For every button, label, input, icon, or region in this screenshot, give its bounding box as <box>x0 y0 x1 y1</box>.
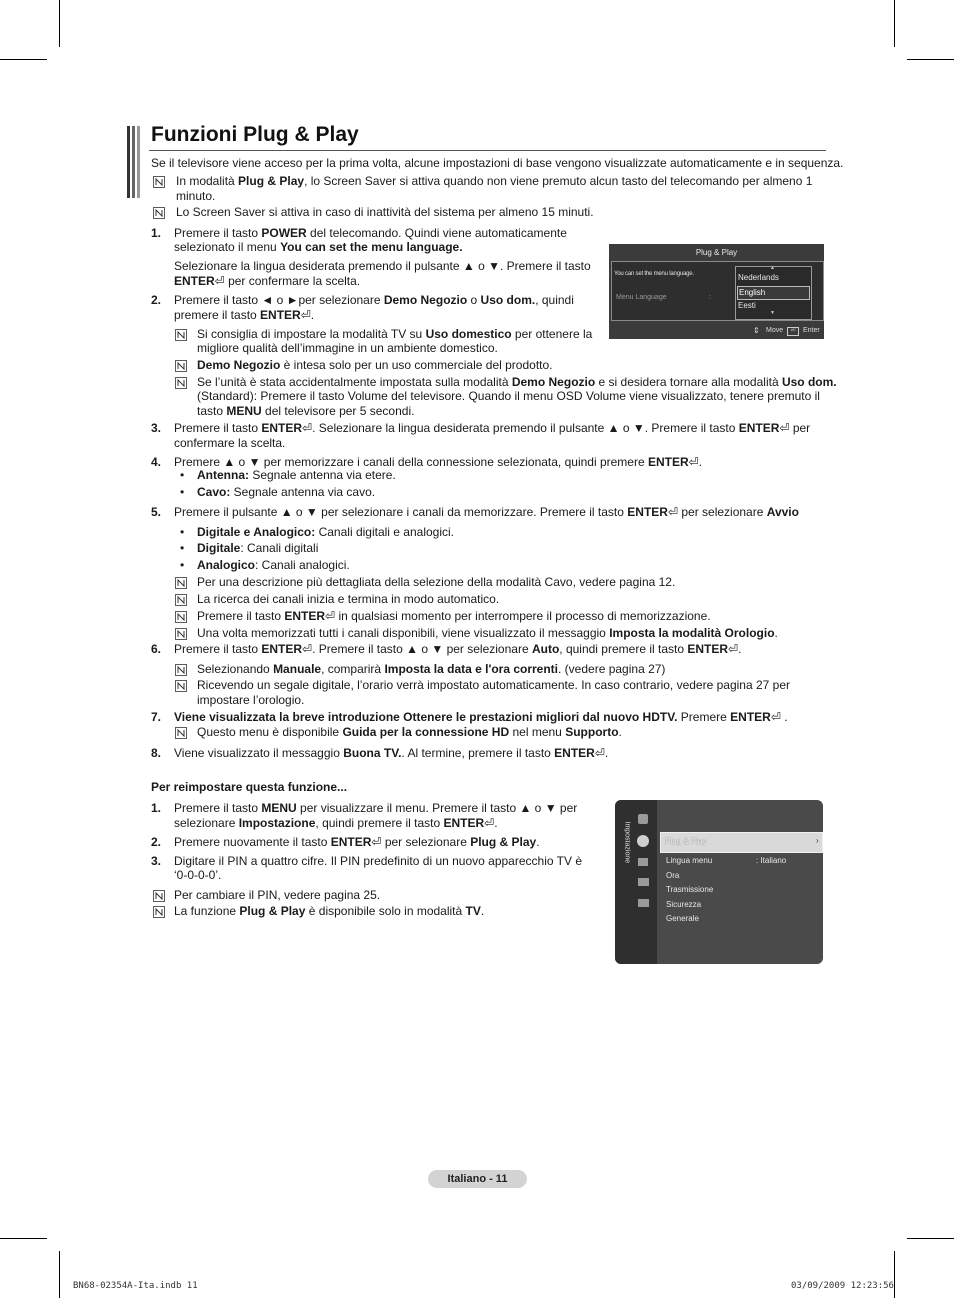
osd-header: Plug & Play <box>695 248 738 257</box>
menu-item[interactable]: Sicurezza <box>666 900 702 909</box>
enter-icon: ⏎ <box>302 421 313 435</box>
osd-field-label: Menu Language <box>616 294 667 301</box>
note-icon <box>175 611 187 623</box>
note-text: Una volta memorizzati tutti i canali disponibili, viene visualizzato il messaggio Imposta la modalità Orologio. <box>197 626 778 640</box>
crop-mark <box>0 59 47 60</box>
enter-icon: ⏎ <box>787 327 799 336</box>
note-text: Selezionando Manuale, comparirà Imposta la data e l'ora correnti. (vedere pagina 27) <box>197 662 666 676</box>
step-number: 6. <box>151 642 162 656</box>
title-divider <box>149 150 826 151</box>
note-icon <box>175 727 187 739</box>
note-text: impostare l’orologio. <box>197 693 305 707</box>
menu-item[interactable]: Ora <box>666 871 680 880</box>
arrow-up-icon: ▲ <box>770 265 775 271</box>
osd-prompt: You can set the menu language. <box>614 271 694 277</box>
step-number: 5. <box>151 505 162 519</box>
step-number: 1. <box>151 801 162 815</box>
menu-item-selected[interactable] <box>660 832 823 853</box>
enter-icon: ⏎ <box>667 505 679 519</box>
note-text: La funzione Plug & Play è disponibile solo in modalità TV. <box>174 904 485 918</box>
note-icon <box>153 207 165 219</box>
step-text: selezionare Impostazione, quindi premere il tasto ENTER⏎. <box>174 816 498 830</box>
note-text: Premere il tasto ENTER⏎ in qualsiasi momento per interrompere il processo di memorizzazione. <box>197 609 711 623</box>
note-text: La ricerca dei canali inizia e termina in modo automatico. <box>197 592 500 606</box>
enter-icon: ⏎ <box>325 609 336 623</box>
enter-icon: ⏎ <box>770 710 781 724</box>
menu-item-label: Plug & Play <box>665 837 707 846</box>
crop-mark <box>894 0 895 47</box>
note-icon <box>175 664 187 676</box>
step-text: confermare la scelta. <box>174 436 286 450</box>
osd-footer <box>609 322 824 339</box>
note-icon <box>153 176 165 188</box>
step-text: ‘0-0-0-0’. <box>174 868 222 882</box>
note-text: Ricevendo un segale digitale, l’orario verrà impostato automaticamente. In caso contrario, vedere pagina 27 per <box>197 678 791 692</box>
note-icon <box>175 628 187 640</box>
note-icon <box>175 594 187 606</box>
note-text: Per una descrizione più dettagliata della selezione della modalità Cavo, vedere pagina 12. <box>197 575 676 589</box>
menu-item[interactable]: Lingua menu <box>666 856 713 865</box>
sidebar-label: Impostazione <box>623 821 631 864</box>
enter-icon: ⏎ <box>594 746 605 760</box>
enter-icon: ⏎ <box>728 642 739 656</box>
chevron-right-icon: › <box>816 836 819 845</box>
page-title: Funzioni Plug & Play <box>151 123 359 146</box>
crop-mark <box>907 59 954 60</box>
osd-body <box>611 261 824 321</box>
print-file-info: BN68-02354A-Ita.indb 11 <box>73 1281 198 1291</box>
language-option-label: English <box>739 288 766 297</box>
note-icon <box>175 329 187 341</box>
note-text: (Standard): Premere il tasto Volume del televisore. Quando il menu OSD Volume viene visualizzato, tenere premuto il <box>197 389 820 403</box>
intro-text: Se il televisore viene acceso per la prima volta, alcune impostazioni di base vengono visualizzate automaticamente e in sequenza. <box>151 156 844 170</box>
note-icon <box>153 906 165 918</box>
plug-and-play-osd <box>609 244 824 339</box>
enter-icon: ⏎ <box>371 835 382 849</box>
note-icon <box>175 377 187 389</box>
bullet-icon: • <box>180 558 185 572</box>
crop-mark <box>0 1238 47 1239</box>
language-option-selected[interactable] <box>737 286 810 300</box>
note-text: tasto MENU del televisore per 5 secondi. <box>197 404 415 418</box>
step-text: Premere il tasto MENU per visualizzare il menu. Premere il tasto ▲ o ▼ per <box>174 801 578 815</box>
note-text: Per cambiare il PIN, vedere pagina 25. <box>174 888 381 902</box>
crop-mark <box>59 0 60 47</box>
note-text: migliore qualità dell’immagine in un ambiente domestico. <box>197 341 498 355</box>
note-icon <box>153 890 165 902</box>
step-number: 3. <box>151 854 162 868</box>
step-text: Premere il tasto ENTER⏎. Selezionare la lingua desiderata premendo il pulsante ▲ o ▼. Premere il tasto ENTER⏎ per <box>174 421 811 435</box>
step-text: Premere il pulsante ▲ o ▼ per selezionare i canali da memorizzare. Premere il tasto ENTER⏎ per selezionare Avvio <box>174 505 799 519</box>
application-icon[interactable] <box>638 878 649 886</box>
menu-sidebar <box>615 800 657 964</box>
enter-icon: ⏎ <box>302 642 313 656</box>
step-text: Viene visualizzato il messaggio Buona TV.. Al termine, premere il tasto ENTER⏎. <box>174 746 609 760</box>
note-icon <box>175 577 187 589</box>
bullet-text: Digitale: Canali digitali <box>197 541 319 555</box>
note-text: Si consiglia di impostare la modalità TV su Uso domestico per ottenere la <box>197 327 593 341</box>
bullet-text: Antenna: Segnale antenna via etere. <box>197 468 396 482</box>
menu-item[interactable]: Generale <box>666 914 699 923</box>
language-option[interactable]: Nederlands <box>738 273 779 282</box>
picture-icon[interactable] <box>638 814 648 824</box>
step-text: Premere il tasto POWER del telecomando. Quindi viene automaticamente <box>174 226 567 240</box>
note-icon <box>175 680 187 692</box>
move-icon: ⇕ <box>753 326 760 335</box>
title-decoration <box>127 126 140 198</box>
step-text: Premere ▲ o ▼ per memorizzare i canali della connessione selezionata, quindi premere ENTER⏎. <box>174 455 703 469</box>
note-text: Lo Screen Saver si attiva in caso di inattività del sistema per almeno 15 minuti. <box>176 205 594 219</box>
step-number: 7. <box>151 710 162 724</box>
enter-icon: ⏎ <box>688 455 699 469</box>
step-number: 2. <box>151 835 162 849</box>
step-text: Premere il tasto ENTER⏎. Premere il tasto ▲ o ▼ per selezionare Auto, quindi premere il tasto ENTER⏎. <box>174 642 742 656</box>
arrow-down-icon: ▼ <box>770 310 775 316</box>
menu-item-value: : Italiano <box>756 856 787 865</box>
step-text: Selezionare la lingua desiderata premendo il pulsante ▲ o ▼. Premere il tasto <box>174 259 591 273</box>
step-text: Viene visualizzata la breve introduzione Ottenere le prestazioni migliori dal nuovo HDTV. Premere ENTER⏎ . <box>174 710 788 724</box>
enter-label: Enter <box>803 327 820 334</box>
enter-icon: ⏎ <box>214 274 225 288</box>
step-number: 3. <box>151 421 162 435</box>
setup-menu-osd <box>615 800 823 964</box>
crop-mark <box>907 1238 954 1239</box>
bullet-text: Digitale e Analogico: Canali digitali e analogici. <box>197 525 454 539</box>
language-option[interactable]: Eesti <box>738 301 756 310</box>
settings-gear-icon[interactable] <box>637 835 649 847</box>
step-text: ENTER⏎ per confermare la scelta. <box>174 274 361 288</box>
enter-icon: ⏎ <box>484 816 495 830</box>
bullet-icon: • <box>180 485 185 499</box>
step-number: 2. <box>151 293 162 307</box>
note-text: minuto. <box>176 189 216 203</box>
bullet-icon: • <box>180 525 185 539</box>
bullet-icon: • <box>180 541 185 555</box>
print-date-info: 03/09/2009 12:23:56 <box>791 1281 894 1291</box>
note-text: Demo Negozio è intesa solo per un uso commerciale del prodotto. <box>197 358 553 372</box>
step-text: Premere il tasto ◄ o ►per selezionare Demo Negozio o Uso dom., quindi <box>174 293 574 307</box>
note-icon <box>175 360 187 372</box>
page-number: Italiano - 11 <box>428 1170 527 1188</box>
bullet-text: Cavo: Segnale antenna via cavo. <box>197 485 376 499</box>
step-text: Digitare il PIN a quattro cifre. Il PIN predefinito di un nuovo apparecchio TV è <box>174 854 582 868</box>
menu-item[interactable]: Trasmissione <box>666 885 714 894</box>
step-number: 1. <box>151 226 162 240</box>
reset-heading: Per reimpostare questa funzione... <box>151 780 348 794</box>
note-text: Se l’unità è stata accidentalmente impostata sulla modalità Demo Negozio e si desidera tornare alla modalità Uso dom. <box>197 375 837 389</box>
input-icon[interactable] <box>638 858 648 866</box>
move-label: Move <box>766 327 784 334</box>
support-icon[interactable] <box>638 899 649 907</box>
language-list[interactable] <box>735 266 812 320</box>
step-text: selezionato il menu You can set the menu language. <box>174 240 463 254</box>
bullet-text: Analogico: Canali analogici. <box>197 558 350 572</box>
enter-icon: ⏎ <box>779 421 790 435</box>
step-number: 4. <box>151 455 162 469</box>
enter-icon: ⏎ <box>300 308 311 322</box>
note-text: Questo menu è disponibile Guida per la connessione HD nel menu Supporto. <box>197 725 622 739</box>
bullet-icon: • <box>180 468 185 482</box>
crop-mark <box>894 1251 895 1298</box>
step-text: Premere nuovamente il tasto ENTER⏎ per selezionare Plug & Play. <box>174 835 540 849</box>
crop-mark <box>59 1251 60 1298</box>
step-text: premere il tasto ENTER⏎. <box>174 308 315 322</box>
note-text: In modalità Plug & Play, lo Screen Saver si attiva quando non viene premuto alcun tasto del telecomando per almeno 1 <box>176 174 813 188</box>
osd-colon: : <box>709 294 711 301</box>
step-number: 8. <box>151 746 162 760</box>
